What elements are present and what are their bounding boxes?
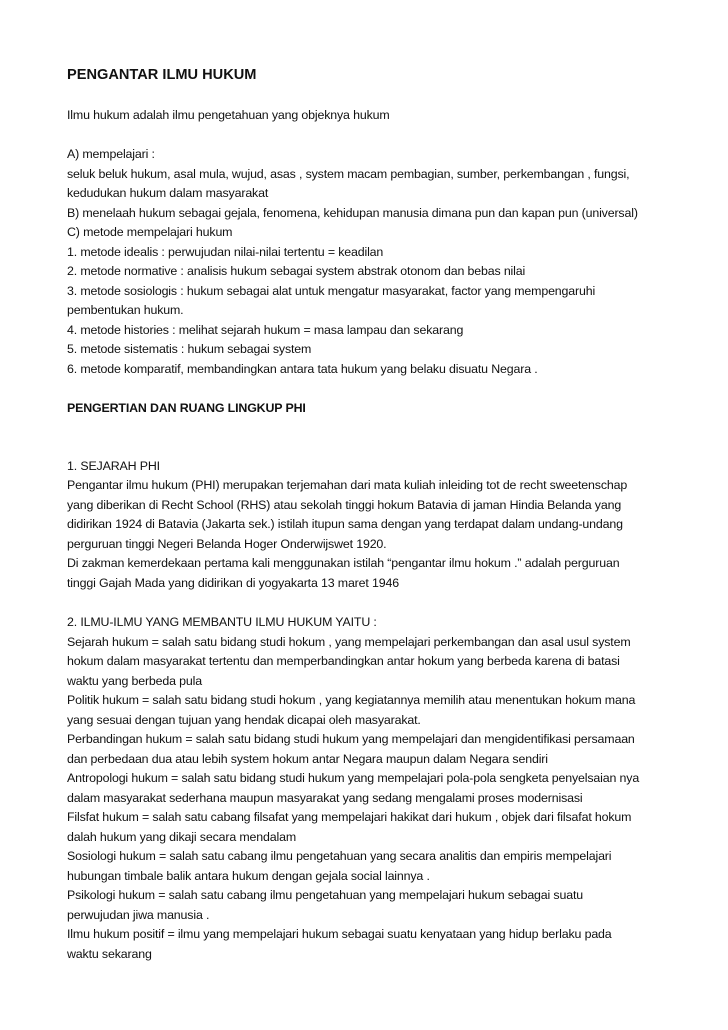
ilmu-line: Psikologi hukum = salah satu cabang ilmu pengetahuan yang mempelajari hukum sebagai suatu xyxy=(67,888,583,902)
section-a-line: seluk beluk hukum, asal mula, wujud, asas , system macam pembagian, sumber, perkembangan , fungsi, xyxy=(67,166,630,181)
ilmu-line: hokum dalam masyarakat tertentu dan memperbandingkan antar hokum yang berbeda karena di batasi xyxy=(67,654,620,668)
method-line: 2. metode normative : analisis hukum sebagai system abstrak otonom dan bebas nilai xyxy=(67,264,526,278)
intro-paragraph: Ilmu hukum adalah ilmu pengetahuan yang objeknya hukum xyxy=(67,107,390,122)
ilmu-line: Filsfat hukum = salah satu cabang filsafat yang mempelajari hakikat dari hukum , objek dari filsafat hokum xyxy=(67,810,632,824)
ilmu-line: Antropologi hukum = salah satu bidang studi hukum yang mempelajari pola-pola sengketa penyelsaian nya xyxy=(67,771,640,785)
ilmu-line: hubungan timbale balik antara hukum dengan gejala social lainnya . xyxy=(67,868,430,883)
ilmu-line: perwujudan jiwa manusia . xyxy=(67,907,210,922)
ilmu-line: Perbandingan hukum = salah satu bidang studi hukum yang mempelajari dan mengidentifikasi persamaan xyxy=(67,732,635,746)
method-line: 3. metode sosiologis : hukum sebagai alat untuk mengatur masyarakat, factor yang mempengaruhi xyxy=(67,283,596,298)
ilmu-heading: 2. ILMU-ILMU YANG MEMBANTU ILMU HUKUM YAITU : xyxy=(67,615,377,629)
section-c-heading: C) metode mempelajari hukum xyxy=(67,225,233,239)
ilmu-line: yang sesuai dengan tujuan yang hendak dicapai oleh masyarakat. xyxy=(67,712,421,727)
section-a-heading: A) mempelajari : xyxy=(67,147,155,161)
sejarah-line: perguruan tinggi Negeri Belanda Hoger Onderwijswet 1920. xyxy=(67,536,387,551)
ilmu-line: Ilmu hukum positif = ilmu yang mempelajari hukum sebagai suatu kenyataan yang hidup berlaku pada xyxy=(67,927,612,941)
section-b-line: B) menelaah hukum sebagai gejala, fenomena, kehidupan manusia dimana pun dan kapan pun (universal) xyxy=(67,205,638,220)
document-title: PENGANTAR ILMU HUKUM xyxy=(67,67,257,83)
ilmu-line: dan perbedaan dua atau lebih system hokum antar Negara maupun dalam Negara sendiri xyxy=(67,751,548,766)
sejarah-line: didirikan 1924 di Batavia (Jakarta sek.) istilah itupun sama dengan yang terdapat dalam undang-undang xyxy=(67,517,623,531)
ilmu-line: dalah hukum yang dikaji secara mendalam xyxy=(67,829,297,844)
sejarah-line: tinggi Gajah Mada yang didirikan di yogyakarta 13 maret 1946 xyxy=(67,575,399,590)
section-subtitle: PENGERTIAN DAN RUANG LINGKUP PHI xyxy=(67,401,306,415)
method-line: 1. metode idealis : perwujudan nilai-nilai tertentu = keadilan xyxy=(67,244,384,259)
ilmu-line: waktu sekarang xyxy=(67,946,152,961)
method-line: pembentukan hukum. xyxy=(67,303,184,317)
method-line: 5. metode sistematis : hukum sebagai system xyxy=(67,342,312,356)
section-a-line: kedudukan hukum dalam masyarakat xyxy=(67,186,269,200)
method-line: 4. metode histories : melihat sejarah hukum = masa lampau dan sekarang xyxy=(67,322,464,337)
ilmu-line: Politik hukum = salah satu bidang studi hokum , yang kegiatannya memilih atau menentukan hokum mana xyxy=(67,693,636,707)
ilmu-line: Sosiologi hukum = salah satu cabang ilmu pengetahuan yang secara analitis dan empiris mempelajari xyxy=(67,849,612,863)
ilmu-line: waktu yang berbeda pula xyxy=(67,673,203,688)
document-body xyxy=(67,66,667,964)
sejarah-line: yang diberikan di Recht School (RHS) atau sekolah tinggi hokum Batavia di jaman Hindia Belanda yang xyxy=(67,497,622,512)
sejarah-heading: 1. SEJARAH PHI xyxy=(67,458,160,473)
method-line: 6. metode komparatif, membandingkan antara tata hukum yang belaku disuatu Negara . xyxy=(67,361,538,376)
sejarah-line: Pengantar ilmu hukum (PHI) merupakan terjemahan dari mata kuliah inleiding tot de recht sweetenschap xyxy=(67,478,628,492)
sejarah-line: Di zakman kemerdekaan pertama kali menggunakan istilah “pengantar ilmu hokum .” adalah perguruan xyxy=(67,556,620,570)
ilmu-line: Sejarah hukum = salah satu bidang studi hokum , yang mempelajari perkembangan dan asal usul system xyxy=(67,634,631,649)
ilmu-line: dalam masyarakat sederhana maupun masyarakat yang sedang mengalami proses modernisasi xyxy=(67,790,583,805)
